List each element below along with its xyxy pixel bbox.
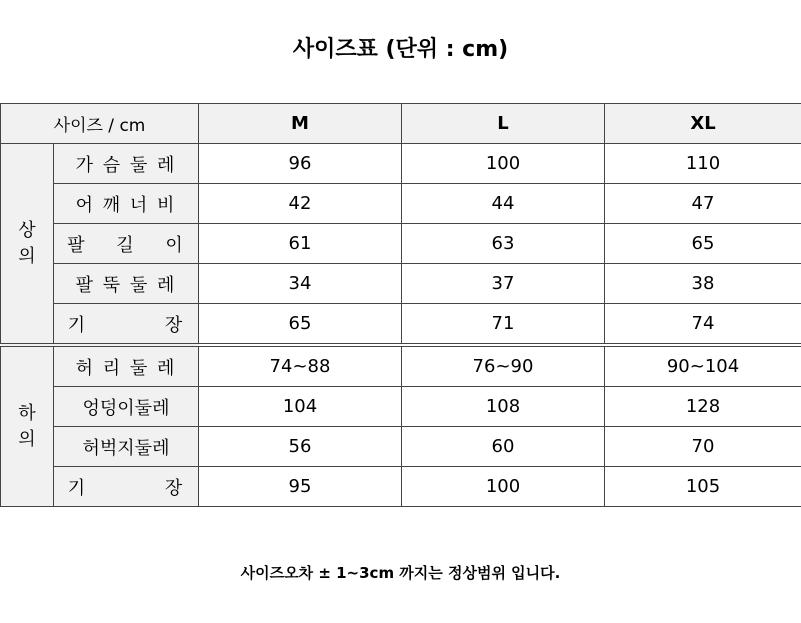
page-title: 사이즈표 (단위 : cm) <box>292 37 509 62</box>
row-label: 엉덩이둘레 <box>54 387 199 427</box>
cell-value: 42 <box>199 184 402 224</box>
row-label: 가 슴 둘 레 <box>54 144 199 184</box>
row-label: 기 장 <box>54 467 199 507</box>
group-label-bottom: 하의 <box>1 345 54 507</box>
group-label-top: 상의 <box>1 144 54 346</box>
table-row <box>1 467 801 507</box>
cell-value: 74 <box>605 304 801 346</box>
table-row <box>1 184 801 224</box>
cell-value: 47 <box>605 184 801 224</box>
row-label: 팔 길 이 <box>54 224 199 264</box>
cell-value: 95 <box>199 467 402 507</box>
cell-value: 70 <box>605 427 801 467</box>
cell-value: 100 <box>402 467 605 507</box>
cell-value: 100 <box>402 144 605 184</box>
size-header-l: L <box>402 104 605 144</box>
cell-value: 34 <box>199 264 402 304</box>
cell-value: 105 <box>605 467 801 507</box>
row-label: 기 장 <box>54 304 199 346</box>
cell-value: 65 <box>605 224 801 264</box>
table-row <box>1 304 801 346</box>
size-tolerance-note: 사이즈오차 ± 1~3cm 까지는 정상범위 입니다. <box>240 564 561 582</box>
size-header-m: M <box>199 104 402 144</box>
header-label: 사이즈 / cm <box>1 104 199 144</box>
row-label: 어 깨 너 비 <box>54 184 199 224</box>
cell-value: 37 <box>402 264 605 304</box>
cell-value: 65 <box>199 304 402 346</box>
table-row <box>1 387 801 427</box>
cell-value: 104 <box>199 387 402 427</box>
size-header-xl: XL <box>605 104 801 144</box>
cell-value: 61 <box>199 224 402 264</box>
table-row <box>1 144 801 184</box>
table-row <box>1 427 801 467</box>
row-label: 팔 뚝 둘 레 <box>54 264 199 304</box>
cell-value: 63 <box>402 224 605 264</box>
cell-value: 60 <box>402 427 605 467</box>
table-row <box>1 264 801 304</box>
cell-value: 96 <box>199 144 402 184</box>
row-label: 허 리 둘 레 <box>54 345 199 387</box>
header-row <box>1 104 801 144</box>
row-label: 허벅지둘레 <box>54 427 199 467</box>
cell-value: 128 <box>605 387 801 427</box>
size-table <box>0 103 801 507</box>
cell-value: 71 <box>402 304 605 346</box>
cell-value: 38 <box>605 264 801 304</box>
cell-value: 90~104 <box>605 345 801 387</box>
cell-value: 76~90 <box>402 345 605 387</box>
cell-value: 44 <box>402 184 605 224</box>
table-row <box>1 345 801 387</box>
cell-value: 108 <box>402 387 605 427</box>
cell-value: 110 <box>605 144 801 184</box>
cell-value: 74~88 <box>199 345 402 387</box>
cell-value: 56 <box>199 427 402 467</box>
table-row <box>1 224 801 264</box>
